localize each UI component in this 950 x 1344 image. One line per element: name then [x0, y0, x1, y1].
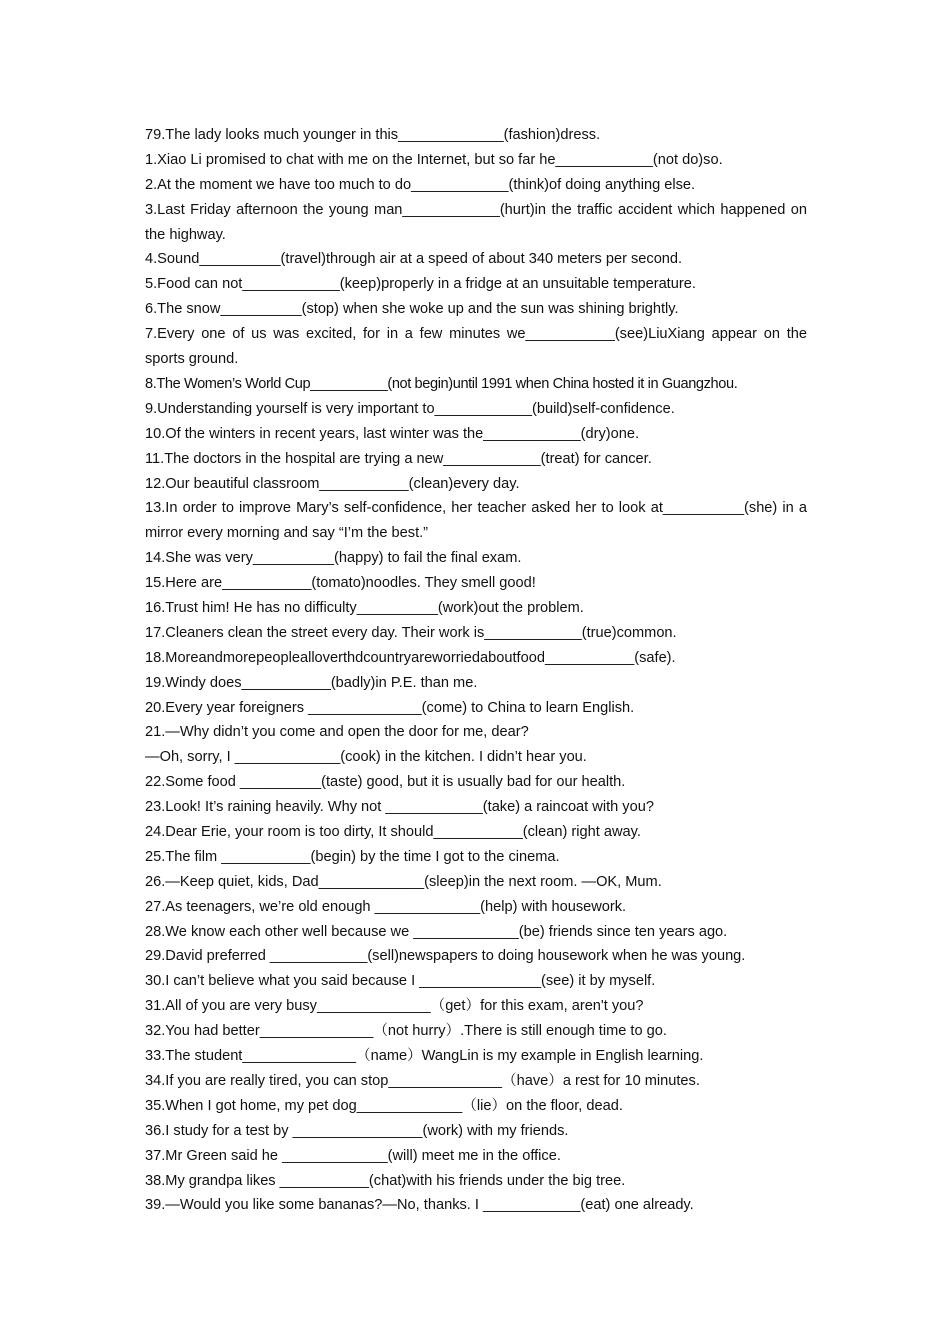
exercise-line: 22.Some food __________(taste) good, but it is usually bad for our health.	[145, 774, 626, 791]
exercise-line: 19.Windy does___________(badly)in P.E. than me.	[145, 674, 478, 691]
exercise-line: 33.The student______________（name）WangLin is my example in English learning.	[145, 1048, 704, 1065]
exercise-line: 11.The doctors in the hospital are trying a new____________(treat) for cancer.	[145, 450, 652, 467]
exercise-line: 4.Sound__________(travel)through air at a speed of about 340 meters per second.	[145, 251, 683, 268]
exercise-line: 34.If you are really tired, you can stop______________（have）a rest for 10 minutes.	[145, 1072, 700, 1089]
exercise-line: 1.Xiao Li promised to chat with me on the Internet, but so far he____________(not do)so.	[145, 151, 723, 168]
exercise-line: 9.Understanding yourself is very important to____________(build)self-confidence.	[145, 400, 675, 417]
exercise-line: 5.Food can not____________(keep)properly in a fridge at an unsuitable temperature.	[145, 276, 696, 293]
exercise-line: 39.—Would you like some bananas?—No, thanks. I ____________(eat) one already.	[145, 1197, 694, 1214]
exercise-line: 21.—Why didn’t you come and open the door for me, dear?	[145, 724, 529, 741]
exercise-line: 20.Every year foreigners ______________(come) to China to learn English.	[145, 699, 635, 716]
exercise-list	[145, 123, 807, 1218]
exercise-line: 23.Look! It’s raining heavily. Why not ____________(take) a raincoat with you?	[145, 799, 654, 816]
exercise-line: 24.Dear Erie, your room is too dirty, It should___________(clean) right away.	[145, 824, 641, 841]
exercise-line: 15.Here are___________(tomato)noodles. They smell good!	[145, 575, 536, 592]
exercise-line: 79.The lady looks much younger in this_____________(fashion)dress.	[145, 127, 601, 143]
exercise-line: 8.The Women’s World Cup__________(not begin)until 1991 when China hosted it in Guangzhou.	[145, 375, 738, 392]
exercise-line: 6.The snow__________(stop) when she woke up and the sun was shining brightly.	[145, 301, 679, 318]
exercise-line: 26.—Keep quiet, kids, Dad_____________(sleep)in the next room. —OK, Mum.	[145, 873, 662, 890]
exercise-line: 27.As teenagers, we’re old enough _____________(help) with housework.	[145, 898, 627, 915]
exercise-line: 32.You had better______________（not hurry）.There is still enough time to go.	[145, 1023, 667, 1040]
exercise-line: 13.In order to improve Mary’s self-confidence, her teacher asked her to look at__________(she) in a mirror every morning and say “I’m the best.”	[145, 500, 807, 542]
exercise-line: 17.Cleaners clean the street every day. Their work is____________(true)common.	[145, 624, 677, 641]
exercise-line: —Oh, sorry, I _____________(cook) in the kitchen. I didn’t hear you.	[145, 749, 587, 766]
exercise-line: 2.At the moment we have too much to do____________(think)of doing anything else.	[145, 176, 696, 193]
exercise-line: 10.Of the winters in recent years, last winter was the____________(dry)one.	[145, 425, 640, 442]
exercise-line: 28.We know each other well because we _____________(be) friends since ten years ago.	[145, 923, 728, 940]
exercise-line: 3.Last Friday afternoon the young man____________(hurt)in the traffic accident which happened on the highway.	[145, 201, 807, 243]
exercise-line: 18.Moreandmorepeoplealloverthdcountryareworriedaboutfood___________(safe).	[145, 649, 676, 666]
exercise-line: 25.The film ___________(begin) by the time I got to the cinema.	[145, 848, 560, 865]
exercise-line: 37.Mr Green said he _____________(will) meet me in the office.	[145, 1147, 561, 1164]
exercise-line: 30.I can’t believe what you said because I _______________(see) it by myself.	[145, 973, 656, 990]
exercise-line: 12.Our beautiful classroom___________(clean)every day.	[145, 475, 520, 492]
exercise-line: 31.All of you are very busy______________（get）for this exam, aren't you?	[145, 998, 644, 1015]
exercise-line: 36.I study for a test by ________________(work) with my friends.	[145, 1122, 569, 1139]
exercise-line: 29.David preferred ____________(sell)newspapers to doing housework when he was young.	[145, 948, 746, 965]
exercise-line: 7.Every one of us was excited, for in a few minutes we___________(see)LiuXiang appear on the sports ground.	[145, 326, 807, 368]
exercise-line: 16.Trust him! He has no difficulty__________(work)out the problem.	[145, 600, 584, 617]
exercise-line: 38.My grandpa likes ___________(chat)with his friends under the big tree.	[145, 1172, 626, 1189]
exercise-line: 14.She was very__________(happy) to fail the final exam.	[145, 550, 522, 567]
exercise-line: 35.When I got home, my pet dog_____________（lie）on the floor, dead.	[145, 1097, 623, 1114]
